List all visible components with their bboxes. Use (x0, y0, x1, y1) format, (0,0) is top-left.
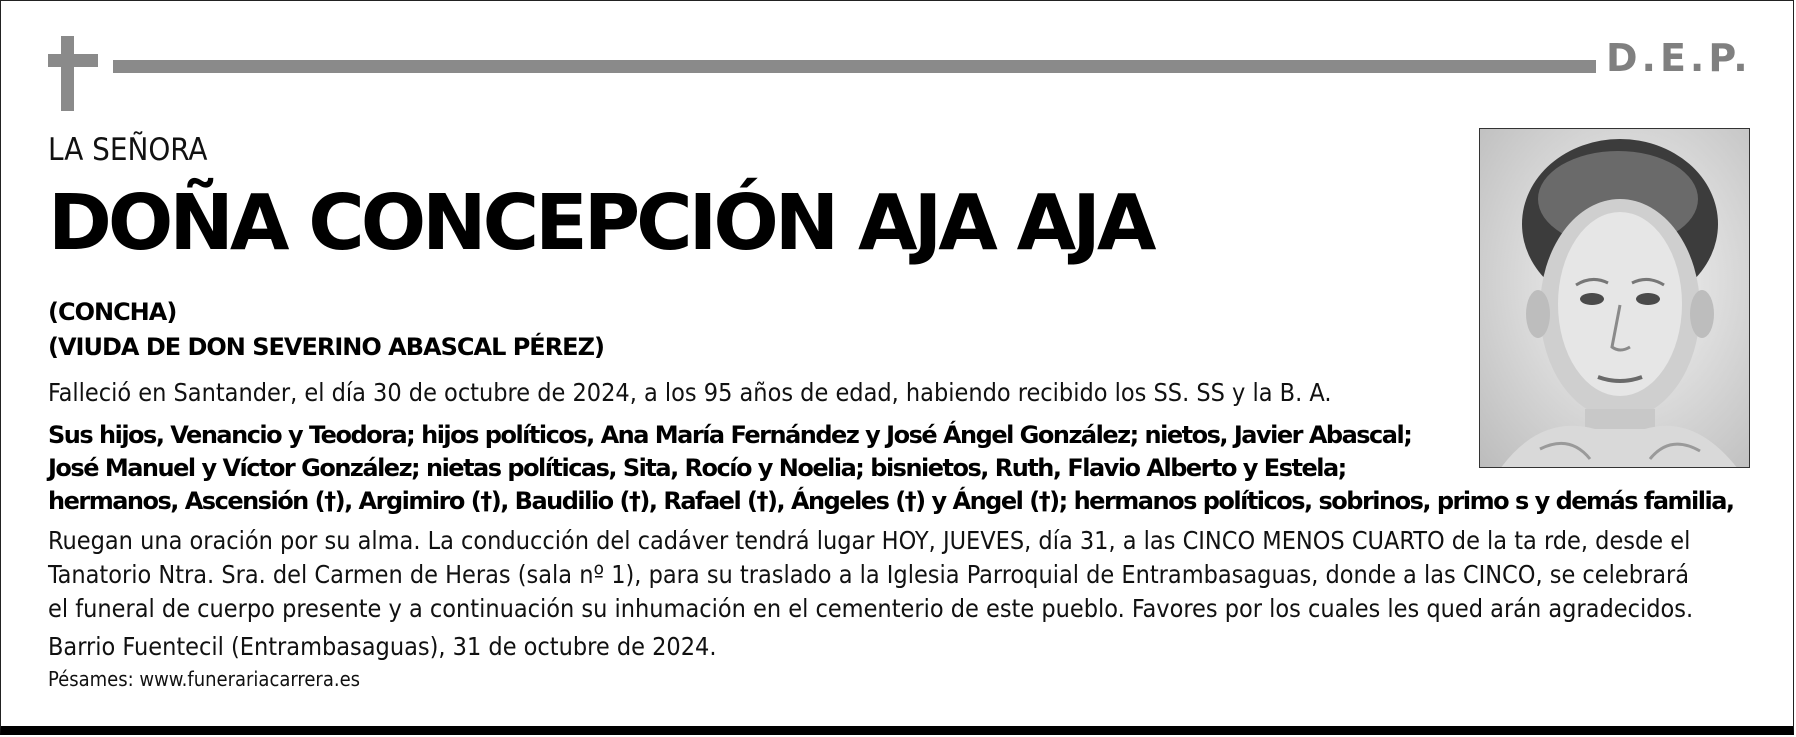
dep-label: D.E.P. (1606, 36, 1752, 80)
family-line: hermanos, Ascensión (†), Argimiro (†), Baudilio (†), Rafael (†), Ángeles (†) y Ángel (†); hermanos políticos, sobrinos, primo s y demás familia, (48, 487, 1734, 515)
place-date: Barrio Fuentecil (Entrambasaguas), 31 de octubre de 2024. (48, 632, 717, 661)
title-la-senora: LA SEÑORA (48, 132, 208, 168)
widow-of: (VIUDA DE DON SEVERINO ABASCAL PÉREZ) (48, 333, 604, 361)
deceased-name: DOÑA CONCEPCIÓN AJA AJA (48, 179, 1153, 268)
condolences-link: Pésames: www.funerariacarrera.es (48, 667, 361, 691)
portrait-icon (1480, 129, 1750, 468)
header-rule (113, 60, 1596, 73)
family-line: Sus hijos, Venancio y Teodora; hijos políticos, Ana María Fernández y José Ángel González; nietos, Javier Abascal; (48, 421, 1412, 449)
portrait-photo (1479, 128, 1750, 468)
funeral-line: Ruegan una oración por su alma. La conducción del cadáver tendrá lugar HOY, JUEVES, día 31, a las CINCO MENOS CUARTO de la ta rde, desde el (48, 526, 1691, 555)
deceased-nickname: (CONCHA) (48, 298, 177, 326)
funeral-line: Tanatorio Ntra. Sra. del Carmen de Heras (sala nº 1), para su traslado a la Iglesia Parroquial de Entrambasaguas, donde a las CINCO, se celebrará (48, 560, 1690, 589)
funeral-line: el funeral de cuerpo presente y a continuación su inhumación en el cementerio de este pueblo. Favores por los cuales les qued arán agradecidos. (48, 594, 1694, 623)
death-notice: Falleció en Santander, el día 30 de octubre de 2024, a los 95 años de edad, habiendo recibido los SS. SS y la B. A. (48, 378, 1332, 407)
family-line: José Manuel y Víctor González; nietas políticas, Sita, Rocío y Noelia; bisnietos, Ruth, Flavio Alberto y Estela; (48, 454, 1346, 482)
